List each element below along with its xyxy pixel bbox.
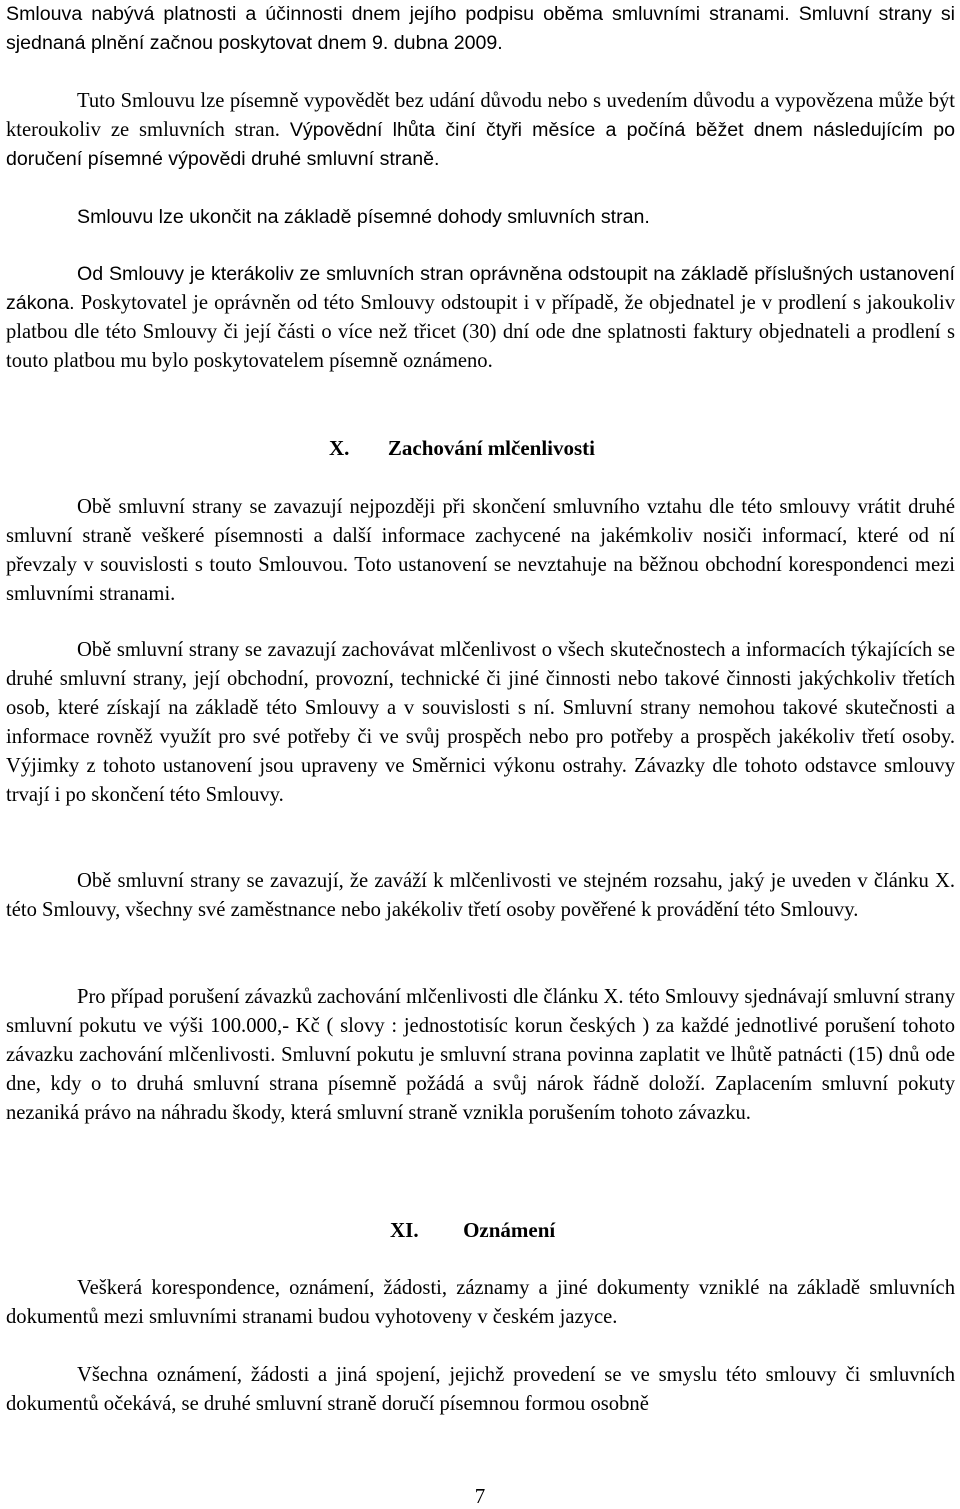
paragraph-employees — [6, 867, 955, 925]
paragraph-withdrawal — [6, 260, 955, 376]
language-text: Veškerá korespondence, oznámení, žádosti, záznamy a jiné dokumenty vzniklé na základě smluvních dokumentů mezi smluvními stranami budou vyhotoveny v českém jazyce. — [6, 1277, 955, 1328]
section-xi-title: Oznámení — [463, 1218, 556, 1242]
paragraph-termination-notice — [6, 87, 955, 174]
page-number: 7 — [474, 1484, 486, 1508]
termination-text-sans: Výpovědní lhůta činí čtyři měsíce a počíná běžet dnem následujícím po doručení písemné výpovědi druhé smluvní straně. — [6, 119, 955, 170]
paragraph-language — [6, 1274, 955, 1332]
paragraph-penalty — [6, 983, 955, 1128]
agreement-text: Smlouvu lze ukončit na základě písemné dohody smluvních stran. — [77, 206, 650, 228]
section-xi-heading — [390, 1216, 555, 1245]
section-x-title: Zachování mlčenlivosti — [387, 436, 596, 460]
paragraph-confidentiality — [6, 636, 955, 810]
employees-text: Obě smluvní strany se zavazují, že zaváží k mlčenlivosti ve stejném rozsahu, jaký je uveden v článku X. této Smlouvy, všechny své zaměstnance nebo jakékoliv třetí osoby pověřené k provádění této Smlouvy. — [6, 870, 955, 921]
paragraph-validity — [6, 0, 955, 58]
paragraph-return-documents — [6, 493, 955, 609]
withdrawal-text-sans: Od Smlouvy je kterákoliv ze smluvních stran oprávněna odstoupit na základě příslušných ustanovení zákona. — [6, 263, 955, 314]
paragraph-termination-agreement — [6, 203, 955, 232]
withdrawal-text-serif: Poskytovatel je oprávněn od této Smlouvy odstoupit i v případě, že objednatel je v prodlení s jakoukoliv platbou dle této Smlouvy či její části o více než třicet (30) dní ode dne splatnosti faktury objednateli a prodlení s touto platbou mu bylo poskytovatelem písemně oznámeno. — [6, 292, 956, 372]
section-x-number: X. — [329, 436, 350, 460]
penalty-text: Pro případ porušení závazků zachování mlčenlivosti dle článku X. této Smlouvy sjednávají smluvní strany smluvní pokutu ve výši 100.000,- Kč ( slovy : jednostotisíc korun českých ) za každé jednotlivé porušení tohoto závazku zachování mlčenlivosti. Smluvní pokutu je smluvní strana povinna zaplatit ve lhůtě patnácti (15) dnů ode dne, kdy o to druhá smluvní strana písemně požádá a svůj nárok řádně doloží. Zaplacením smluvní pokuty nezaniká právo na náhradu škody, která smluvní straně vznikla porušením tohoto závazku. — [6, 986, 955, 1124]
return-documents-text: Obě smluvní strany se zavazují nejpozději při skončení smluvního vztahu dle této smlouvy vrátit druhé smluvní straně veškeré písemnosti a další informace zachycené na jakémkoliv nosiči informací, které od ní převzaly v souvislosti s touto Smlouvou. Toto ustanovení se nevztahuje na běžnou obchodní korespondenci mezi smluvními stranami. — [6, 496, 955, 605]
section-xi-number: XI. — [390, 1218, 419, 1242]
validity-text: Smlouva nabývá platnosti a účinnosti dnem jejího podpisu oběma smluvními stranami. Smluvní strany si sjednaná plnění začnou poskytovat dnem 9. dubna 2009. — [6, 3, 955, 54]
notices-text: Všechna oznámení, žádosti a jiná spojení, jejichž provedení se ve smyslu této smlouvy či smluvních dokumentů očekává, se druhé smluvní straně doručí písemnou formou osobně — [6, 1364, 955, 1415]
confidentiality-text: Obě smluvní strany se zavazují zachovávat mlčenlivost o všech skutečnostech a informacích týkajících se druhé smluvní strany, její obchodní, provozní, technické či jiné činnosti nebo takové činnosti jakýchkoliv třetích osob, které získají na základě této Smlouvy a v souvislosti s ní. Smluvní strany nemohou takové skutečnosti a informace rovněž využít pro své potřeby či ve svůj prospěch nebo pro potřeby a prospěch jakékoliv třetí osoby. Výjimky z tohoto ustanovení jsou upraveny ve Směrnici výkonu ostrahy. Závazky dle tohoto odstavce smlouvy trvají i po skončení této Smlouvy. — [6, 639, 955, 806]
paragraph-notices — [6, 1361, 955, 1419]
section-x-heading — [329, 434, 595, 463]
termination-text-serif: Tuto Smlouvu lze písemně vypovědět bez udání důvodu nebo s uvedením důvodu a vypovězena může být kteroukoliv ze smluvních stran. — [6, 90, 955, 141]
